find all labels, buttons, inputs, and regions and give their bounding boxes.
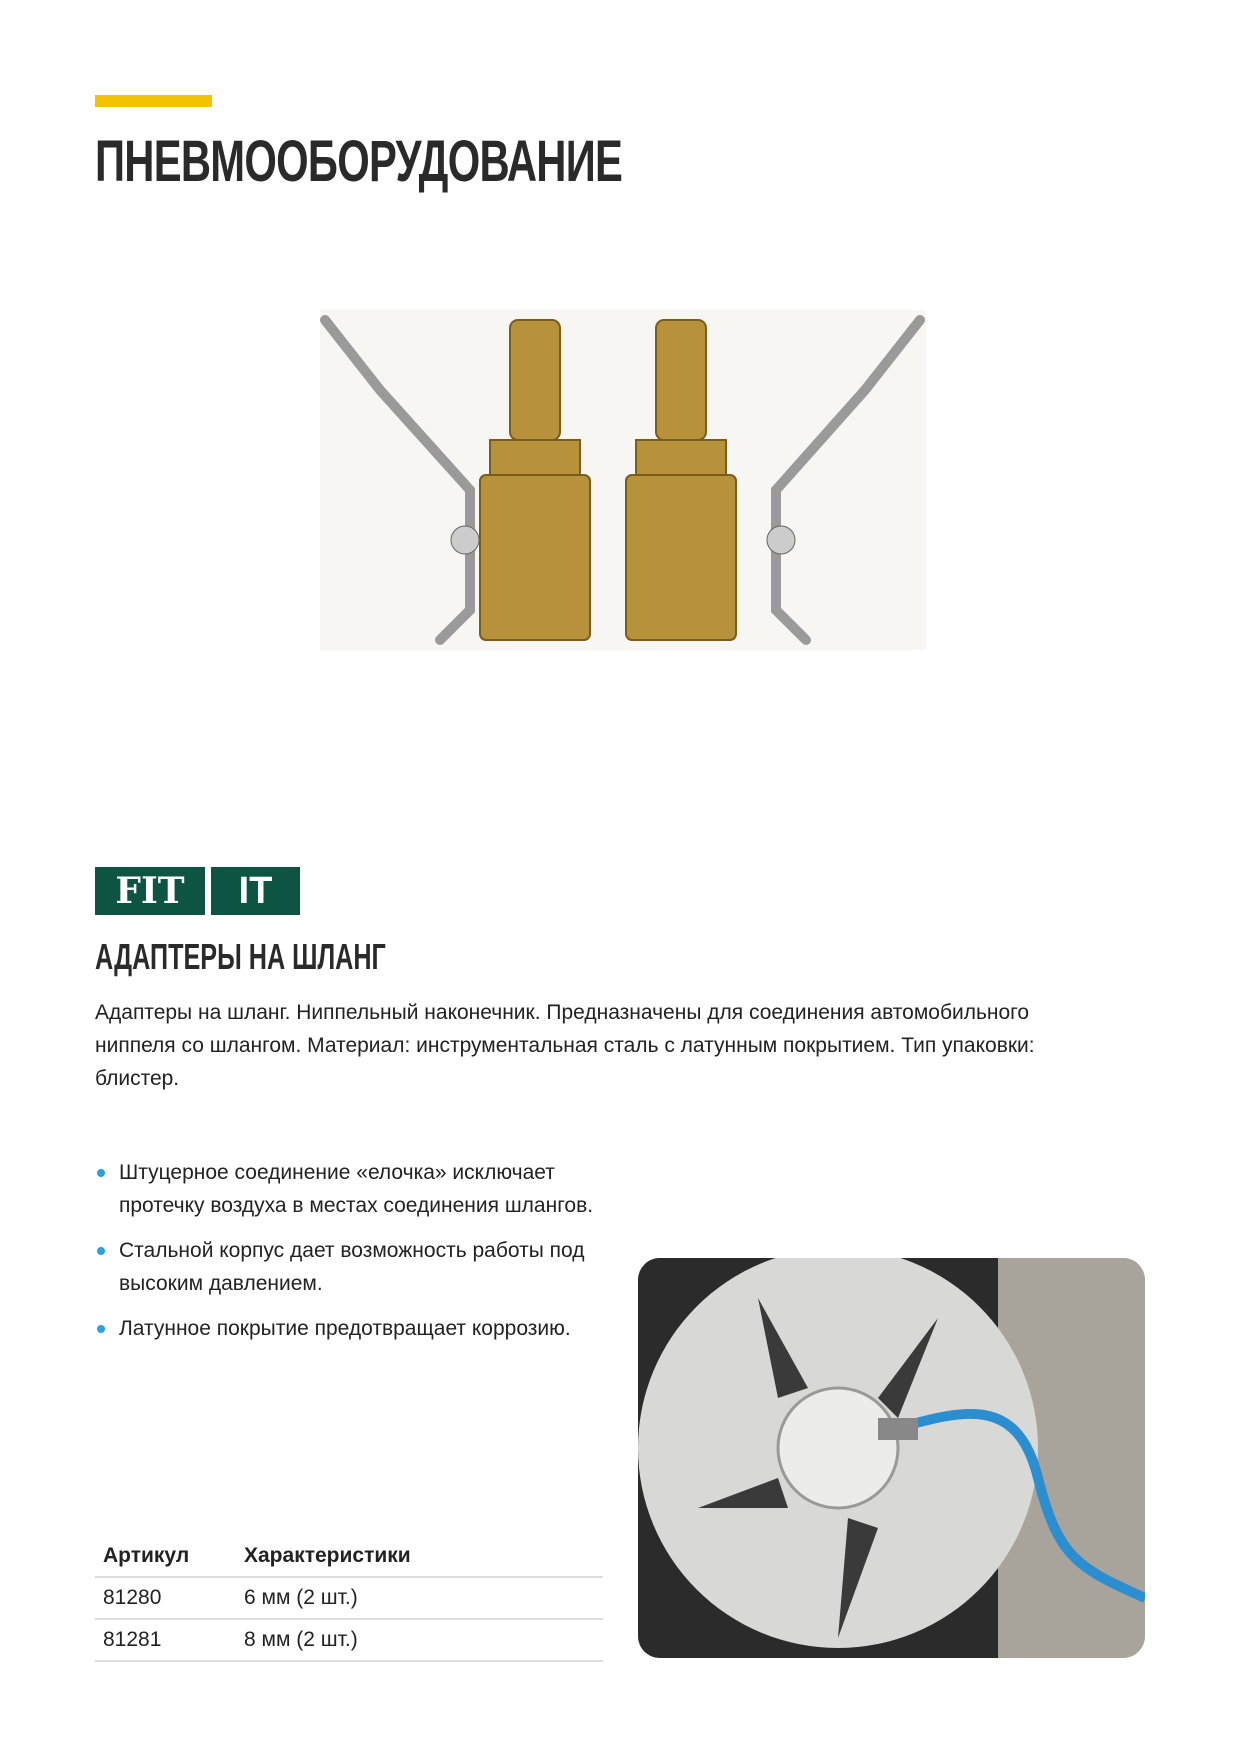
feature-item: Латунное покрытие предотвращает коррозию.: [95, 1312, 595, 1345]
table-row: [95, 1577, 603, 1619]
product-title: АДАПТЕРЫ НА ШЛАНГ: [95, 936, 386, 977]
column-header-article: Артикул: [95, 1536, 236, 1577]
product-image: [320, 310, 926, 650]
table-header-row: [95, 1536, 603, 1577]
spec-table: [95, 1536, 603, 1662]
feature-list: [95, 1156, 595, 1357]
specs-cell: 6 мм (2 шт.): [236, 1577, 603, 1619]
feature-item: Стальной корпус дает возможность работы под высоким давлением.: [95, 1234, 595, 1300]
accent-bar: [95, 95, 212, 107]
article-cell: 81281: [95, 1619, 236, 1661]
specs-cell: 8 мм (2 шт.): [236, 1619, 603, 1661]
usage-photo: [638, 1258, 1145, 1658]
brand-logo-it: IT: [211, 867, 300, 915]
column-header-specs: Характеристики: [236, 1536, 603, 1577]
page-title: ПНЕВМООБОРУДОВАНИЕ: [95, 129, 623, 194]
product-description: Адаптеры на шланг. Ниппельный наконечник. Предназначены для соединения автомобильного ниппеля со шлангом. Материал: инструментальная сталь с латунным покрытием. Тип упаковки: блистер.: [95, 1001, 1035, 1090]
table-row: [95, 1619, 603, 1661]
article-cell: 81280: [95, 1577, 236, 1619]
brand-logo: [95, 867, 300, 915]
brand-logo-fit: FIT: [95, 867, 205, 915]
feature-item: Штуцерное соединение «елочка» исключает протечку воздуха в местах соединения шлангов.: [95, 1156, 595, 1222]
